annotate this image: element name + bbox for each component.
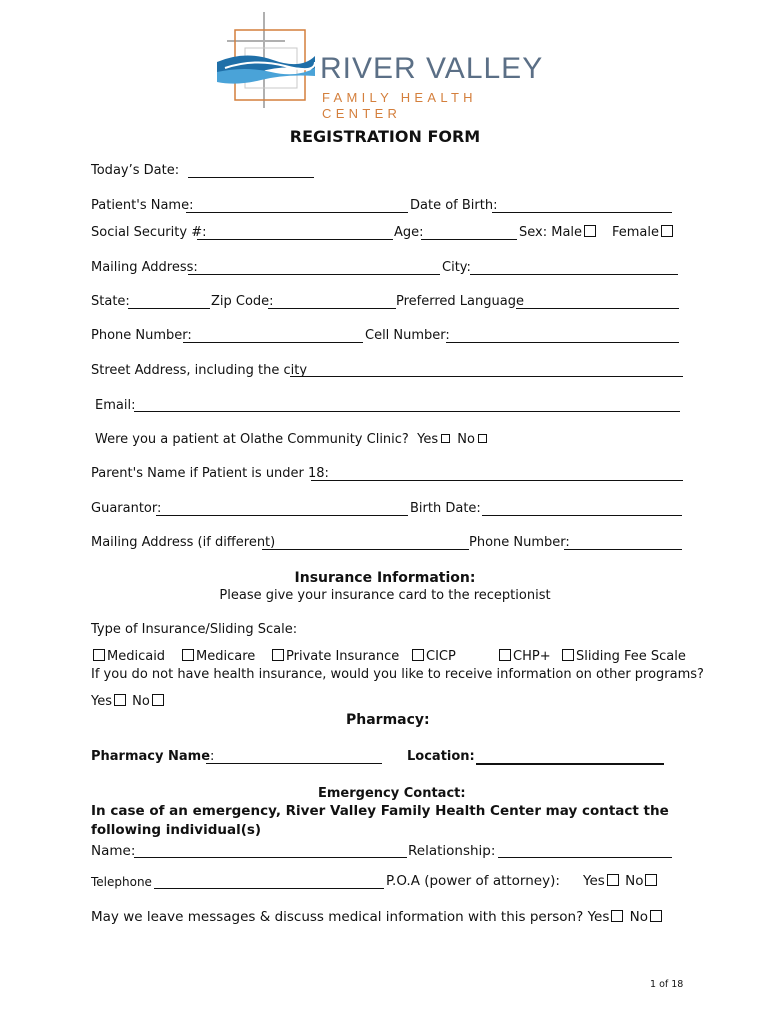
river-wave-logo-icon <box>215 10 325 110</box>
olathe-question-text: Were you a patient at Olathe Community Clinic? <box>95 432 409 447</box>
emergency-relationship-field[interactable] <box>498 857 672 858</box>
ssn-label: Social Security #: <box>91 225 207 240</box>
birth-date-field[interactable] <box>482 515 682 516</box>
mailing-address-field[interactable] <box>188 274 440 275</box>
pharmacy-name-colon: : <box>210 749 215 764</box>
sliding-fee-label: Sliding Fee Scale <box>576 649 686 664</box>
olathe-no-checkbox[interactable] <box>478 434 487 443</box>
logo <box>215 10 555 121</box>
insurance-question: If you do not have health insurance, would you like to receive information on other programs? <box>91 667 704 682</box>
zip-label: Zip Code: <box>211 294 274 309</box>
sex-male-option[interactable] <box>519 225 598 241</box>
chp-label: CHP+ <box>513 649 551 664</box>
poa-no-label: No <box>625 873 644 889</box>
city-label: City: <box>442 260 471 275</box>
age-label: Age: <box>394 225 424 240</box>
pharmacy-name-field[interactable] <box>206 763 382 764</box>
todays-date-label: Today’s Date: <box>91 163 180 178</box>
insurance-yes-checkbox[interactable] <box>114 694 126 706</box>
insurance-option-chp[interactable] <box>497 649 551 665</box>
emergency-telephone-label: Telephone <box>91 875 152 889</box>
state-label: State: <box>91 294 130 309</box>
insurance-option-sliding[interactable] <box>560 649 686 665</box>
logo-subtitle: FAMILY HEALTH CENTER <box>322 90 477 121</box>
pharmacy-name-label <box>91 749 214 765</box>
insurance-option-cicp[interactable] <box>410 649 456 665</box>
messages-no-label: No <box>629 909 649 925</box>
poa-yes-checkbox[interactable] <box>607 874 619 886</box>
insurance-subheading: Please give your insurance card to the receptionist <box>219 588 551 603</box>
medicare-checkbox[interactable] <box>182 649 194 661</box>
olathe-yes-checkbox[interactable] <box>441 434 450 443</box>
emergency-telephone-field[interactable] <box>154 888 384 889</box>
insurance-question-answers <box>91 694 166 710</box>
guarantor-label: Guarantor: <box>91 501 162 516</box>
insurance-heading: Insurance Information: <box>294 570 476 586</box>
page-number: 1 of 18 <box>650 979 684 990</box>
email-label: Email: <box>95 398 136 413</box>
preferred-language-field[interactable] <box>516 308 679 309</box>
form-title: REGISTRATION FORM <box>289 127 481 146</box>
emergency-poa-label: P.O.A (power of attorney): <box>386 873 560 889</box>
sex-female-option[interactable] <box>612 225 675 241</box>
email-field[interactable] <box>134 411 680 412</box>
female-checkbox[interactable] <box>661 225 673 237</box>
pharmacy-name-text: Pharmacy Name <box>91 749 211 764</box>
dob-field[interactable] <box>492 212 672 213</box>
insurance-option-private[interactable] <box>270 649 399 665</box>
ssn-field[interactable] <box>197 239 393 240</box>
birth-date-label: Birth Date: <box>410 501 481 516</box>
pharmacy-heading: Pharmacy: <box>346 712 430 728</box>
insurance-option-medicare[interactable] <box>180 649 255 665</box>
mailing-address-diff-label: Mailing Address (if different) <box>91 535 276 550</box>
todays-date-field[interactable] <box>188 177 314 178</box>
emergency-poa-answers <box>583 873 659 889</box>
logo-title: RIVER VALLEY <box>320 52 544 85</box>
messages-question-text: May we leave messages & discuss medical information with this person? <box>91 909 584 925</box>
messages-question-row <box>91 909 664 925</box>
messages-yes-checkbox[interactable] <box>611 910 623 922</box>
pharmacy-location-label: Location: <box>407 749 475 764</box>
messages-yes-label: Yes <box>587 909 610 925</box>
city-field[interactable] <box>470 274 678 275</box>
parent-name-field[interactable] <box>311 480 683 481</box>
pharmacy-location-field[interactable] <box>476 763 664 765</box>
phone-number2-field[interactable] <box>564 549 682 550</box>
insurance-no-checkbox[interactable] <box>152 694 164 706</box>
medicaid-label: Medicaid <box>107 649 166 664</box>
olathe-yes-label: Yes <box>417 432 439 447</box>
emergency-heading: Emergency Contact: <box>318 786 466 801</box>
cell-field[interactable] <box>446 342 679 343</box>
sex-male-label: Sex: Male <box>519 225 583 240</box>
chp-checkbox[interactable] <box>499 649 511 661</box>
cicp-label: CICP <box>426 649 456 664</box>
dob-label: Date of Birth: <box>410 198 498 213</box>
emergency-name-field[interactable] <box>134 857 407 858</box>
insurance-option-medicaid[interactable] <box>91 649 165 665</box>
zip-field[interactable] <box>268 308 396 309</box>
cell-label: Cell Number: <box>365 328 450 343</box>
cicp-checkbox[interactable] <box>412 649 424 661</box>
sex-female-label: Female <box>612 225 660 240</box>
private-insurance-checkbox[interactable] <box>272 649 284 661</box>
emergency-name-label: Name: <box>91 843 136 859</box>
emergency-intro-line2: following individual(s) <box>91 822 262 838</box>
phone-field[interactable] <box>183 342 363 343</box>
olathe-question <box>95 432 490 448</box>
age-field[interactable] <box>421 239 517 240</box>
street-address-label: Street Address, including the city <box>91 363 308 378</box>
street-address-field[interactable] <box>290 376 683 377</box>
poa-no-checkbox[interactable] <box>645 874 657 886</box>
olathe-no-label: No <box>457 432 475 447</box>
insurance-yes-label: Yes <box>91 694 112 709</box>
messages-no-checkbox[interactable] <box>650 910 662 922</box>
insurance-type-label: Type of Insurance/Sliding Scale: <box>91 622 298 637</box>
poa-yes-label: Yes <box>583 873 605 889</box>
sliding-fee-checkbox[interactable] <box>562 649 574 661</box>
phone-number2-label: Phone Number: <box>469 535 570 550</box>
male-checkbox[interactable] <box>584 225 596 237</box>
patient-name-label: Patient's Name: <box>91 198 194 213</box>
emergency-intro-line1: In case of an emergency, River Valley Family Health Center may contact the <box>91 803 669 819</box>
private-insurance-label: Private Insurance <box>286 649 400 664</box>
emergency-relationship-label: Relationship: <box>408 843 496 859</box>
mailing-address-diff-field[interactable] <box>262 549 469 550</box>
medicare-label: Medicare <box>196 649 256 664</box>
phone-label: Phone Number: <box>91 328 192 343</box>
medicaid-checkbox[interactable] <box>93 649 105 661</box>
state-field[interactable] <box>128 308 210 309</box>
mailing-address-label: Mailing Address: <box>91 260 198 275</box>
patient-name-field[interactable] <box>186 212 408 213</box>
preferred-language-label: Preferred Language <box>396 294 524 309</box>
guarantor-field[interactable] <box>156 515 408 516</box>
parent-name-label: Parent's Name if Patient is under 18: <box>91 466 329 481</box>
insurance-no-label: No <box>132 694 150 709</box>
